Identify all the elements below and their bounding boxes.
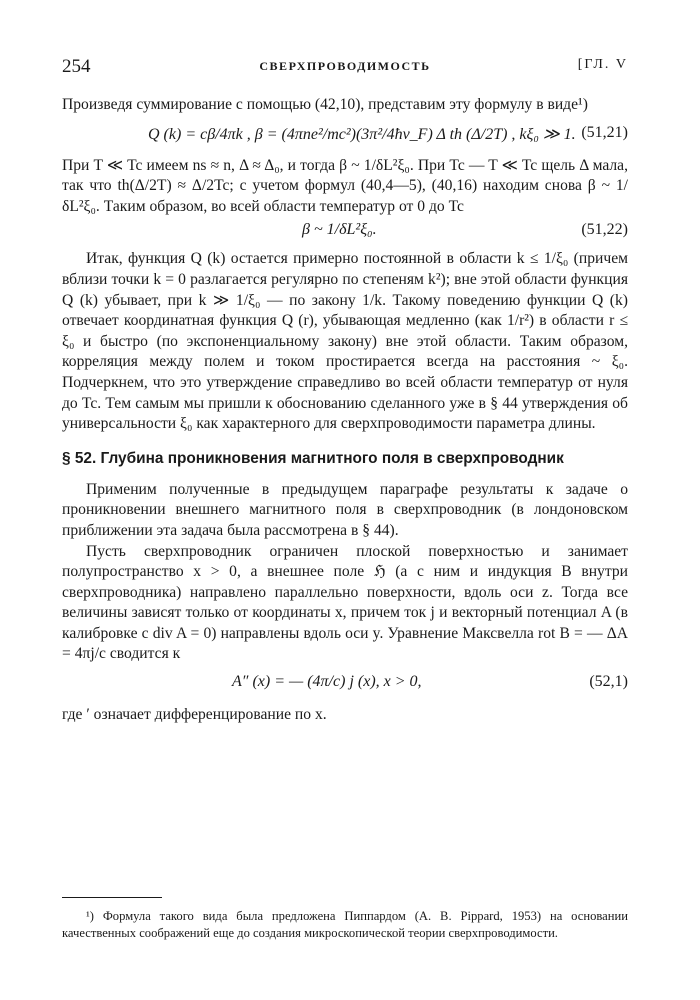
equation-formula: β ~ 1/δL²ξ₀. [302,221,377,239]
equation-number: (51,21) [581,123,628,141]
equation-51-22 [62,219,628,247]
equation-number: (52,1) [589,673,628,691]
paragraph-apply: Применим полученные в предыдущем параграфе результаты к задаче о проникновении внешнего магнитного поля в сверхпроводник (в лондоновском приближении эта задача была рассмотрена в § 44). [62,480,628,539]
paragraph-correlation: Итак, функция Q (k) остается примерно постоянной в области k ≤ 1/ξ₀ (причем вблизи точки k = 0 разлагается регулярно по степеням k²); вне этой области функция Q (k) убывает, при k ≫ 1/ξ₀ — по закону 1/k. Такому поведению функции Q (k) отвечает координатная функция Q (r), убывающая медленно (как 1/r²) в области r ≤ ξ₀ и быстро (по экспоненциальному закону) вне этой области. Таким образом, корреляция между полем и током простирается всегда на расстояния ~ ξ₀. Подчеркнем, что это утверждение справедливо во всей области температур от нуля до Tc. Тем самым мы пришли к обоснованию сделанного уже в § 44 утверждения об универсальности ξ₀ как характерного для сверхпроводимости параметра длины. [62,250,628,433]
page-body [62,95,628,726]
running-title: СВЕРХПРОВОДИМОСТЬ [259,59,431,73]
paragraph-setup: Пусть сверхпроводник ограничен плоской поверхностью и занимает полупространство x > 0, а внешнее поле ℌ (а с ним и индукция B внутри сверхпроводника) направлено параллельно поверхности, вдоль оси z. Тогда все величины зависят только от координаты x, причем ток j и векторный потенциал A (в калибровке с div A = 0) направлены вдоль оси y. Уравнение Максвелла rot B = — ΔA = 4πj/c сводится к [62,542,628,663]
section-heading: § 52. Глубина проникновения магнитного поля в сверхпроводник [62,449,564,467]
paragraph-intro: Произведя суммирование с помощью (42,10), представим эту формулу в виде¹) [62,96,588,113]
paragraph-derivative-note: где ′ означает дифференцирование по x. [62,706,327,724]
paragraph-limits: При T ≪ Tc имеем ns ≈ n, Δ ≈ Δ₀, и тогда β ~ 1/δL²ξ₀. При Tc — T ≪ Tc щель Δ мала, так что th(Δ/2T) ≈ Δ/2Tc; с учетом формул (40,4—5), (40,16) находим снова β ~ 1/δL²ξ₀. Таким образом, во всей области температур от 0 до Tc [62,156,628,215]
equation-formula: Q (k) = cβ/4πk , β = (4πne²/mc²)(3π²/4ħv_F) Δ th (Δ/2T) , kξ₀ ≫ 1. [148,125,576,143]
equation-number: (51,22) [581,221,628,239]
equation-52-1 [62,667,628,703]
footnote-divider [62,897,162,898]
chapter-label: [ГЛ. V [577,57,628,72]
footnote: ¹) Формула такого вида была предложена Пиппардом (А. В. Pippard, 1953) на основании качественных соображений еще до создания микроскопической теории сверхпроводимости. [62,909,628,940]
equation-51-21 [62,118,628,154]
page-header [62,56,628,80]
page-number: 254 [62,56,91,77]
equation-formula: A″ (x) = — (4π/c) j (x), x > 0, [232,673,422,691]
